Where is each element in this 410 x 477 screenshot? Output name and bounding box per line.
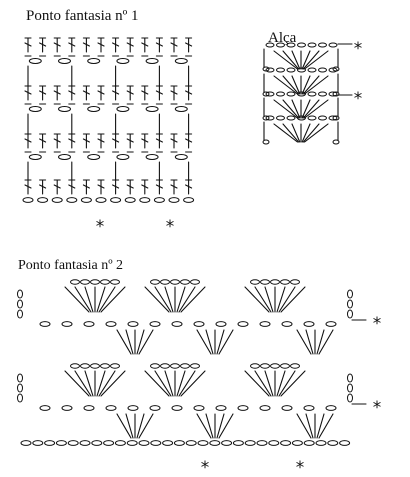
chain-stitch bbox=[186, 441, 196, 446]
chain-stitch bbox=[348, 310, 353, 318]
chain-stitch bbox=[287, 116, 295, 120]
chain-stitch bbox=[111, 364, 120, 368]
chain-stitch bbox=[150, 406, 160, 411]
chain-stitch bbox=[191, 364, 200, 368]
chain-stitch bbox=[106, 322, 116, 327]
chain-stitch bbox=[281, 441, 291, 446]
chain-stitch bbox=[91, 364, 100, 368]
chain-stitch bbox=[269, 441, 279, 446]
repeat-marker-end: * bbox=[165, 217, 175, 237]
v-stitch bbox=[139, 414, 153, 438]
chain-stitch bbox=[287, 43, 295, 47]
chain-stitch bbox=[191, 280, 200, 284]
chain-stitch bbox=[260, 406, 270, 411]
chain-stitch bbox=[117, 155, 129, 160]
chain-stitch bbox=[261, 280, 270, 284]
chain-stitch bbox=[348, 384, 353, 392]
chain-stitch bbox=[271, 364, 280, 368]
chain-stitch bbox=[106, 406, 116, 411]
chain-stitch bbox=[146, 155, 158, 160]
chain-stitch bbox=[33, 441, 43, 446]
chain-stitch bbox=[29, 155, 41, 160]
chain-stitch bbox=[117, 59, 129, 64]
chain-stitch bbox=[29, 59, 41, 64]
chain-stitch bbox=[18, 374, 23, 382]
repeat-marker-start: * bbox=[95, 217, 105, 237]
chain-stitch bbox=[81, 364, 90, 368]
chain-stitch bbox=[81, 280, 90, 284]
chain-stitch bbox=[174, 441, 184, 446]
repeat-marker: * bbox=[372, 398, 382, 418]
chain-stitch bbox=[88, 107, 100, 112]
chain-stitch bbox=[287, 68, 295, 72]
chain-stitch bbox=[257, 441, 267, 446]
chain-stitch bbox=[92, 441, 102, 446]
chain-stitch bbox=[68, 441, 78, 446]
chain-stitch bbox=[52, 198, 62, 203]
chain-stitch bbox=[308, 68, 316, 72]
chain-stitch bbox=[18, 384, 23, 392]
chain-stitch bbox=[151, 364, 160, 368]
chain-stitch bbox=[23, 198, 33, 203]
chain-stitch bbox=[101, 364, 110, 368]
v-stitch bbox=[297, 330, 311, 354]
chain-stitch bbox=[298, 43, 306, 47]
chain-stitch bbox=[277, 92, 285, 96]
chain-stitch bbox=[62, 322, 72, 327]
chain-stitch bbox=[169, 198, 179, 203]
chain-stitch bbox=[111, 280, 120, 284]
chain-stitch bbox=[251, 280, 260, 284]
v-stitch bbox=[219, 414, 233, 438]
chain-stitch bbox=[292, 441, 302, 446]
chain-stitch bbox=[18, 394, 23, 402]
chain-stitch bbox=[71, 280, 80, 284]
chain-stitch bbox=[84, 322, 94, 327]
chain-stitch bbox=[29, 107, 41, 112]
chain-stitch bbox=[18, 310, 23, 318]
alca-shells bbox=[263, 43, 352, 144]
chain-stitch bbox=[304, 322, 314, 327]
chain-stitch bbox=[88, 59, 100, 64]
chain-stitch bbox=[81, 198, 91, 203]
chain-stitch bbox=[326, 406, 336, 411]
chain-stitch bbox=[67, 198, 77, 203]
chain-stitch bbox=[150, 322, 160, 327]
chain-stitch bbox=[261, 364, 270, 368]
chain-stitch bbox=[277, 43, 285, 47]
diagram-1-grid bbox=[23, 38, 194, 202]
v-stitch bbox=[117, 414, 131, 438]
chain-stitch bbox=[194, 406, 204, 411]
chain-stitch bbox=[291, 364, 300, 368]
chain-stitch bbox=[56, 441, 66, 446]
chain-stitch bbox=[266, 43, 274, 47]
chain-stitch bbox=[181, 364, 190, 368]
chain-stitch bbox=[304, 441, 314, 446]
chain-stitch bbox=[40, 322, 50, 327]
diagram-2-title: Ponto fantasia nº 2 bbox=[18, 258, 124, 273]
chain-stitch bbox=[171, 364, 180, 368]
chain-stitch bbox=[21, 441, 31, 446]
chain-stitch bbox=[175, 107, 187, 112]
chain-stitch bbox=[139, 441, 149, 446]
chain-stitch bbox=[319, 92, 327, 96]
chain-stitch bbox=[115, 441, 125, 446]
chain-stitch bbox=[281, 280, 290, 284]
chain-stitch bbox=[175, 155, 187, 160]
chain-stitch bbox=[277, 68, 285, 72]
chain-stitch bbox=[329, 43, 337, 47]
chain-stitch bbox=[59, 59, 71, 64]
alca-title: Alça bbox=[268, 30, 297, 46]
chain-stitch bbox=[277, 116, 285, 120]
chain-stitch bbox=[216, 322, 226, 327]
chain-stitch bbox=[175, 59, 187, 64]
chain-stitch bbox=[140, 198, 150, 203]
chain-stitch bbox=[38, 198, 48, 203]
v-stitch bbox=[117, 330, 131, 354]
chain-stitch bbox=[266, 92, 274, 96]
chain-stitch bbox=[181, 280, 190, 284]
chain-stitch bbox=[101, 280, 110, 284]
chain-stitch bbox=[161, 280, 170, 284]
chain-stitch bbox=[319, 68, 327, 72]
chain-stitch bbox=[319, 43, 327, 47]
repeat-marker-start: * bbox=[200, 458, 210, 477]
chain-stitch bbox=[62, 406, 72, 411]
chain-stitch bbox=[84, 406, 94, 411]
chain-stitch bbox=[319, 116, 327, 120]
chain-stitch bbox=[80, 441, 90, 446]
v-stitch bbox=[197, 330, 211, 354]
chain-stitch bbox=[104, 441, 114, 446]
chain-stitch bbox=[184, 198, 194, 203]
chain-stitch bbox=[266, 116, 274, 120]
chain-stitch bbox=[59, 155, 71, 160]
diagram-2-fans bbox=[18, 280, 367, 446]
chain-stitch bbox=[96, 198, 106, 203]
chain-stitch bbox=[91, 280, 100, 284]
v-stitch bbox=[319, 414, 333, 438]
chain-stitch bbox=[340, 441, 350, 446]
chain-stitch bbox=[125, 198, 135, 203]
chain-stitch bbox=[154, 198, 164, 203]
chain-stitch bbox=[348, 290, 353, 298]
chain-stitch bbox=[282, 406, 292, 411]
v-stitch bbox=[319, 330, 333, 354]
chain-stitch bbox=[251, 364, 260, 368]
chain-stitch bbox=[151, 280, 160, 284]
v-stitch bbox=[197, 414, 211, 438]
chain-stitch bbox=[308, 92, 316, 96]
chain-stitch bbox=[238, 322, 248, 327]
repeat-marker: * bbox=[353, 89, 363, 109]
chain-stitch bbox=[233, 441, 243, 446]
chain-stitch bbox=[163, 441, 173, 446]
chain-stitch bbox=[245, 441, 255, 446]
diagram-1-title: Ponto fantasia nº 1 bbox=[26, 8, 139, 24]
chain-stitch bbox=[326, 322, 336, 327]
chain-stitch bbox=[198, 441, 208, 446]
chain-stitch bbox=[128, 406, 138, 411]
chain-stitch bbox=[172, 322, 182, 327]
chain-stitch bbox=[127, 441, 137, 446]
chain-stitch bbox=[271, 280, 280, 284]
chain-stitch bbox=[210, 441, 220, 446]
chain-stitch bbox=[238, 406, 248, 411]
chain-stitch bbox=[348, 374, 353, 382]
chain-stitch bbox=[117, 107, 129, 112]
chain-stitch bbox=[40, 406, 50, 411]
chain-stitch bbox=[287, 92, 295, 96]
v-stitch bbox=[297, 414, 311, 438]
repeat-marker: * bbox=[372, 314, 382, 334]
v-stitch bbox=[219, 330, 233, 354]
chain-stitch bbox=[348, 394, 353, 402]
chain-stitch bbox=[194, 322, 204, 327]
chain-stitch bbox=[263, 140, 269, 144]
chain-stitch bbox=[266, 68, 274, 72]
chain-stitch bbox=[161, 364, 170, 368]
chain-stitch bbox=[45, 441, 55, 446]
repeat-marker: * bbox=[353, 39, 363, 59]
chain-stitch bbox=[348, 300, 353, 308]
chain-stitch bbox=[172, 406, 182, 411]
chain-stitch bbox=[151, 441, 161, 446]
chain-stitch bbox=[304, 406, 314, 411]
chain-stitch bbox=[308, 116, 316, 120]
chain-stitch bbox=[333, 140, 339, 144]
chain-stitch bbox=[328, 441, 338, 446]
chain-stitch bbox=[146, 59, 158, 64]
chain-stitch bbox=[291, 280, 300, 284]
repeat-marker-end: * bbox=[295, 458, 305, 477]
chain-stitch bbox=[282, 322, 292, 327]
chain-stitch bbox=[71, 364, 80, 368]
chain-stitch bbox=[308, 43, 316, 47]
chain-stitch bbox=[260, 322, 270, 327]
chain-stitch bbox=[128, 322, 138, 327]
chain-stitch bbox=[59, 107, 71, 112]
chain-stitch bbox=[111, 198, 121, 203]
chain-stitch bbox=[281, 364, 290, 368]
chain-stitch bbox=[146, 107, 158, 112]
chain-stitch bbox=[88, 155, 100, 160]
chain-stitch bbox=[18, 300, 23, 308]
chain-stitch bbox=[171, 280, 180, 284]
chain-stitch bbox=[222, 441, 232, 446]
chain-stitch bbox=[316, 441, 326, 446]
chain-stitch bbox=[18, 290, 23, 298]
v-stitch bbox=[139, 330, 153, 354]
chain-stitch bbox=[216, 406, 226, 411]
